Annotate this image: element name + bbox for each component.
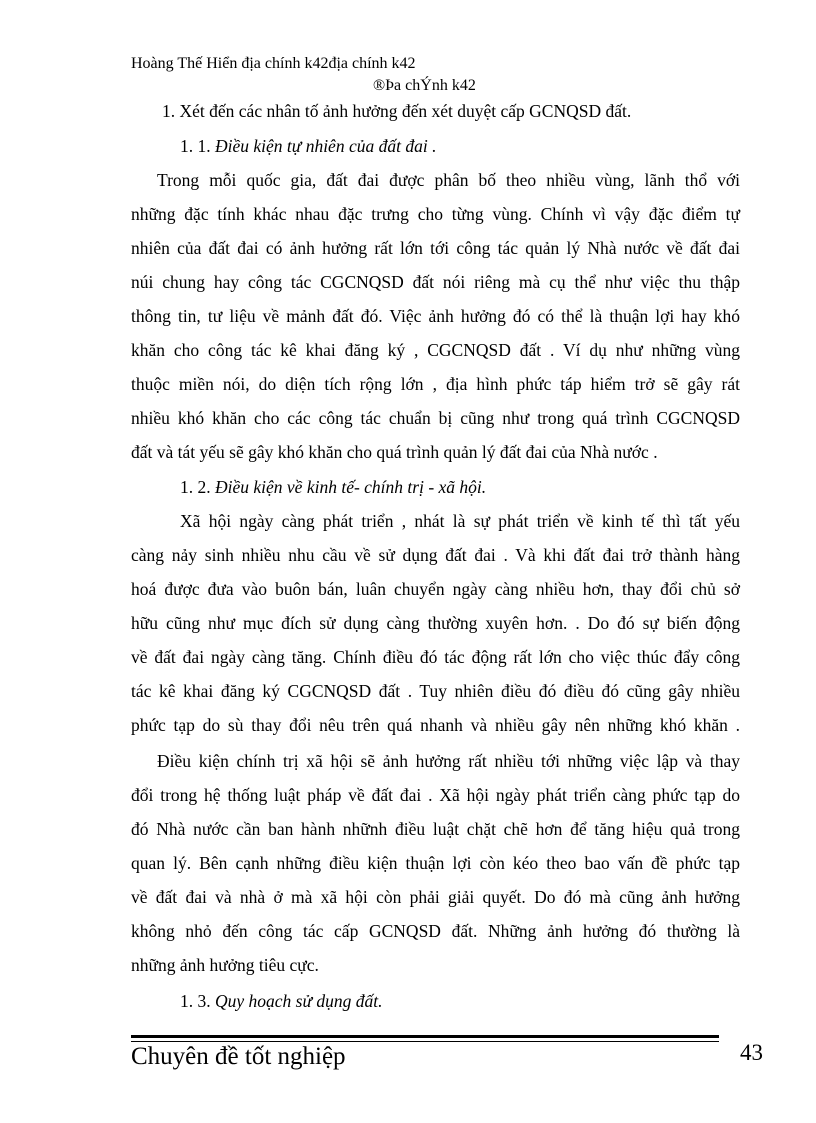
- paragraph-line: quan lý. Bên cạnh những điều kiện thuận lợi còn kéo theo bao vấn đề phức tạp: [131, 853, 740, 873]
- section-heading: 1. Xét đến các nhân tố ảnh hưởng đến xét duyệt cấp GCNQSD đất.: [162, 101, 632, 121]
- paragraph-line: những ảnh hưởng tiêu cực.: [131, 955, 319, 975]
- paragraph-line: hữu cũng như mục đích sử dụng càng thường xuyên hơn. . Do đó sự biến động: [131, 613, 740, 633]
- subsection-heading-economic: [180, 477, 486, 498]
- page-number: 43: [740, 1040, 763, 1065]
- paragraph-line: đất và tát yếu sẽ gây khó khăn cho quá trình quản lý đất đai của Nhà nước .: [131, 442, 658, 462]
- paragraph-line: về đất đai ngày càng tăng. Chính điều đó tác động rất lớn cho việc thúc đẩy công: [131, 647, 740, 667]
- subsection-heading-natural: [180, 136, 436, 157]
- paragraph-line: thông tin, tư liệu về mảnh đất đó. Việc ảnh hưởng đó có thể là thuận lợi hay khó: [131, 306, 740, 326]
- footer-rule-thin: [131, 1041, 719, 1042]
- subsection-number: 1. 2.: [180, 477, 211, 497]
- paragraph-line: Điều kiện chính trị xã hội sẽ ảnh hưởng rất nhiều tới những việc lập và thay: [157, 751, 740, 771]
- paragraph-line: thuộc miền nói, do diện tích rộng lớn , địa hình phức táp hiểm trở sẽ gây rát: [131, 374, 740, 394]
- paragraph-line: khăn cho công tác kê khai đăng ký , CGCNQSD đất . Ví dụ như những vùng: [131, 340, 740, 360]
- subsection-title: Điều kiện tự nhiên của đất đai .: [215, 136, 437, 156]
- paragraph-line: những đặc tính khác nhau đặc trưng cho từng vùng. Chính vì vậy đặc điểm tự: [131, 204, 740, 224]
- paragraph-line: càng nảy sinh nhiều nhu cầu về sử dụng đất đai . Và khi đất đai trở thành hàng: [131, 545, 740, 565]
- paragraph-line: đổi trong hệ thống luật pháp về đất đai . Xã hội ngày phát triển càng phức tạp do: [131, 785, 740, 805]
- footer-title: Chuyên đề tốt nghiệp: [131, 1043, 346, 1070]
- subsection-title: Điều kiện về kinh tế- chính trị - xã hội.: [215, 477, 487, 497]
- paragraph-line: núi chung hay công tác CGCNQSD đất nói riêng mà cụ thể như việc thu thập: [131, 272, 740, 292]
- header-dept-line: ®Þa chÝnh k42: [373, 77, 476, 94]
- subsection-number: 1. 1.: [180, 136, 211, 156]
- paragraph-line: phức tạp do sù thay đổi nêu trên quá nhanh và nhiều gây nên những khó khăn .: [131, 715, 740, 735]
- paragraph-line: đó Nhà nước cần ban hành nhữnh điều luật chặt chẽ hơn để tăng hiệu quả trong: [131, 819, 740, 839]
- paragraph-line: tác kê khai đăng ký CGCNQSD đất . Tuy nhiên điều đó điều đó cũng gây nhiều: [131, 681, 740, 701]
- subsection-number: 1. 3.: [180, 991, 211, 1011]
- header-author-line: Hoàng Thế Hiển địa chính k42địa chính k42: [131, 55, 416, 72]
- paragraph-line: không nhỏ đến công tác cấp GCNQSD đất. Những ảnh hưởng đó thường là: [131, 921, 740, 941]
- paragraph-line: về đất đai và nhà ở mà xã hội còn phải giải quyết. Do đó mà cũng ảnh hưởng: [131, 887, 740, 907]
- paragraph-line: Xã hội ngày càng phát triển , nhát là sự phát triển về kinh tế thì tất yếu: [180, 511, 740, 531]
- paragraph-line: Trong mỗi quốc gia, đất đai được phân bố theo nhiều vùng, lãnh thổ với: [157, 170, 740, 190]
- paragraph-line: nhiên của đất đai có ảnh hưởng rất lớn tới công tác quản lý Nhà nước về đất đai: [131, 238, 740, 258]
- footer-rule-thick: [131, 1035, 719, 1038]
- paragraph-line: nhiều khó khăn cho các công tác chuẩn bị cũng như trong quá trình CGCNQSD: [131, 408, 740, 428]
- subsection-title: Quy hoạch sử dụng đất.: [215, 991, 383, 1011]
- subsection-heading-planning: [180, 991, 383, 1012]
- paragraph-line: hoá được đưa vào buôn bán, luân chuyển ngày càng nhiều hơn, thay đổi chủ sở: [131, 579, 740, 599]
